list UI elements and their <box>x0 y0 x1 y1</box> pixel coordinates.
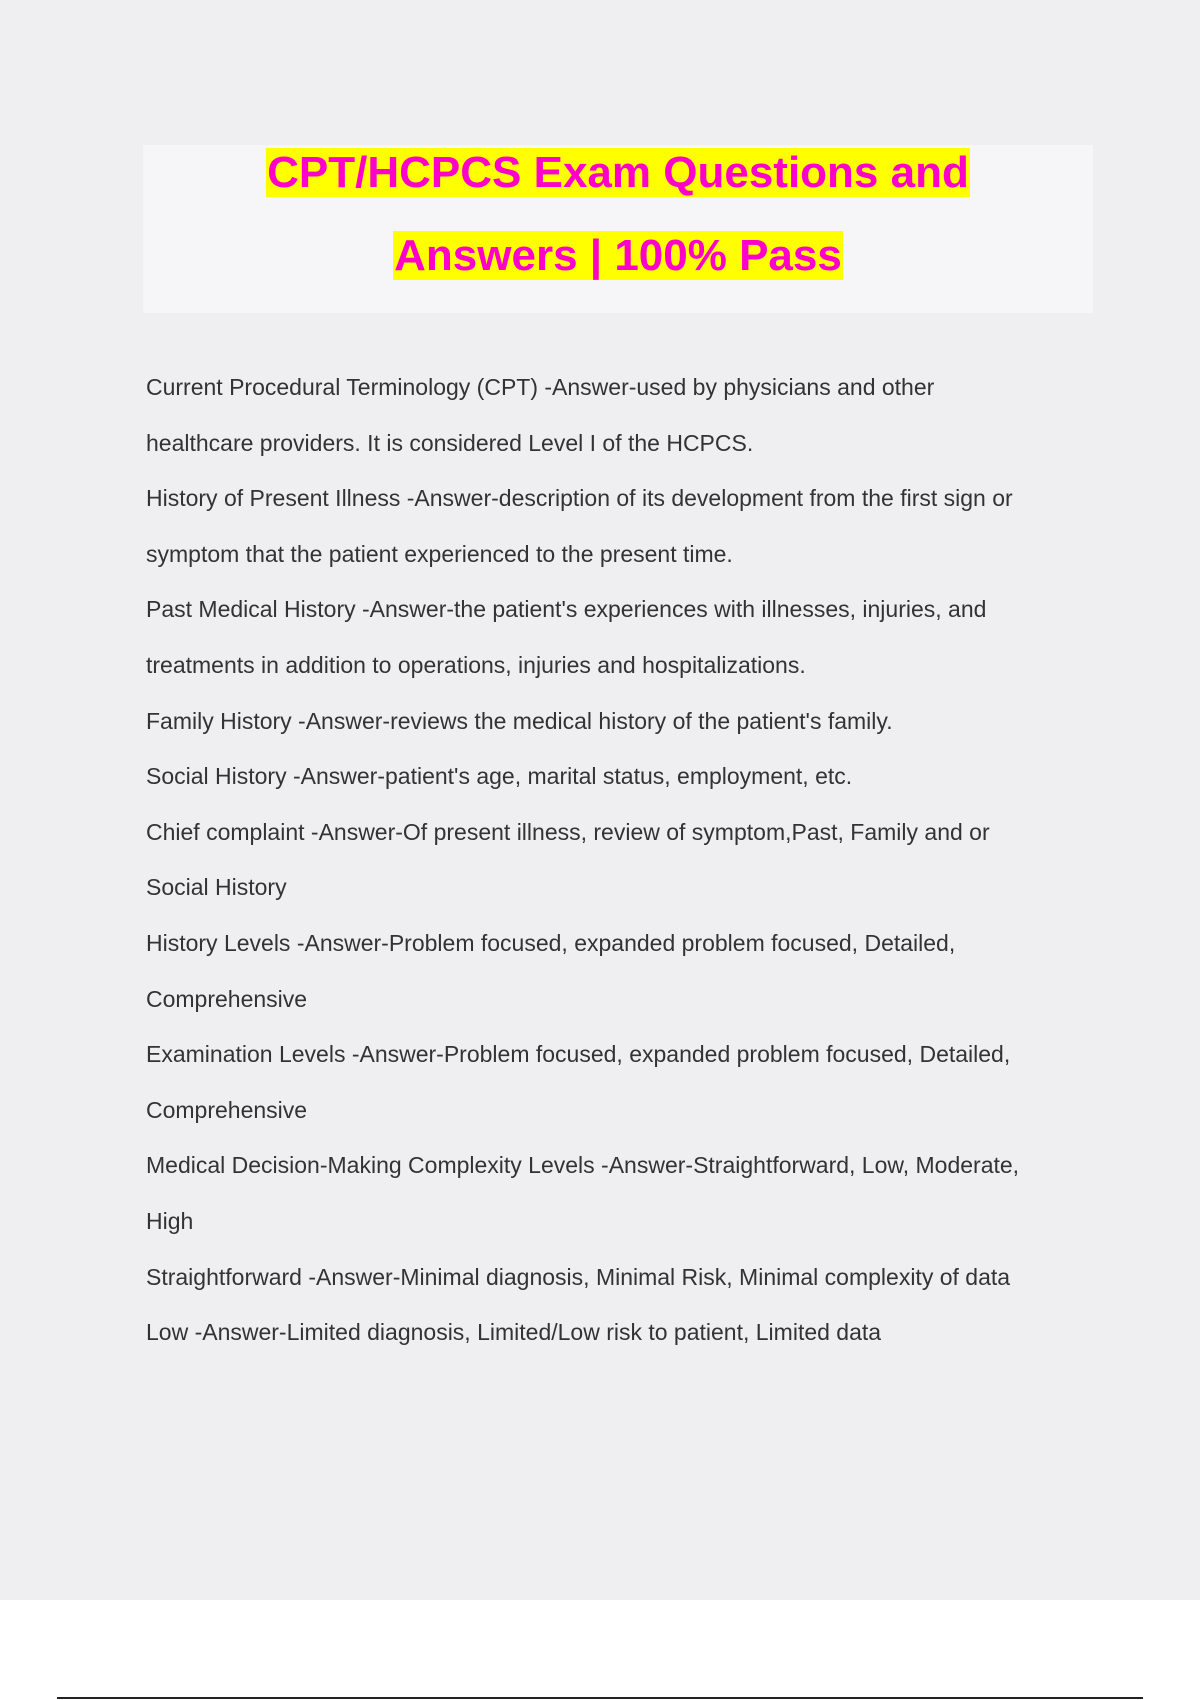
text-line: Examination Levels -Answer-Problem focused, expanded problem focused, Detailed, <box>146 1041 1011 1068</box>
text-line: Current Procedural Terminology (CPT) -Answer-used by physicians and other <box>146 374 935 400</box>
text-line: High <box>146 1207 194 1234</box>
text-line: Straightforward -Answer-Minimal diagnosis, Minimal Risk, Minimal complexity of data <box>146 1263 1011 1290</box>
page-title-line-2 <box>143 228 1093 284</box>
title-highlight-2: Answers | 100% Pass <box>394 231 842 280</box>
text-line: History of Present Illness -Answer-description of its development from the first sign or <box>146 485 1013 512</box>
text-line: Low -Answer-Limited diagnosis, Limited/Low risk to patient, Limited data <box>146 1319 882 1346</box>
title-highlight-1: CPT/HCPCS Exam Questions and <box>267 148 969 197</box>
page-title-line-1 <box>143 145 1093 201</box>
qa-list <box>146 360 1096 1361</box>
text-line: symptom that the patient experienced to the present time. <box>146 540 733 567</box>
text-line: Past Medical History -Answer-the patient's experiences with illnesses, injuries, and <box>146 596 987 623</box>
text-line: Chief complaint -Answer-Of present illness, review of symptom,Past, Family and or <box>146 818 990 845</box>
text-line: Medical Decision-Making Complexity Levels -Answer-Straightforward, Low, Moderate, <box>146 1152 1020 1179</box>
text-line: Family History -Answer-reviews the medical history of the patient's family. <box>146 707 893 734</box>
text-line: Comprehensive <box>146 985 308 1012</box>
text-line: healthcare providers. It is considered Level I of the HCPCS. <box>146 429 754 456</box>
text-line: treatments in addition to operations, injuries and hospitalizations. <box>146 651 806 678</box>
bottom-divider <box>57 1697 1143 1699</box>
text-line: Comprehensive <box>146 1096 308 1123</box>
text-line: Social History -Answer-patient's age, marital status, employment, etc. <box>146 763 853 790</box>
text-line: Social History <box>146 874 287 901</box>
text-line: History Levels -Answer-Problem focused, expanded problem focused, Detailed, <box>146 929 956 956</box>
